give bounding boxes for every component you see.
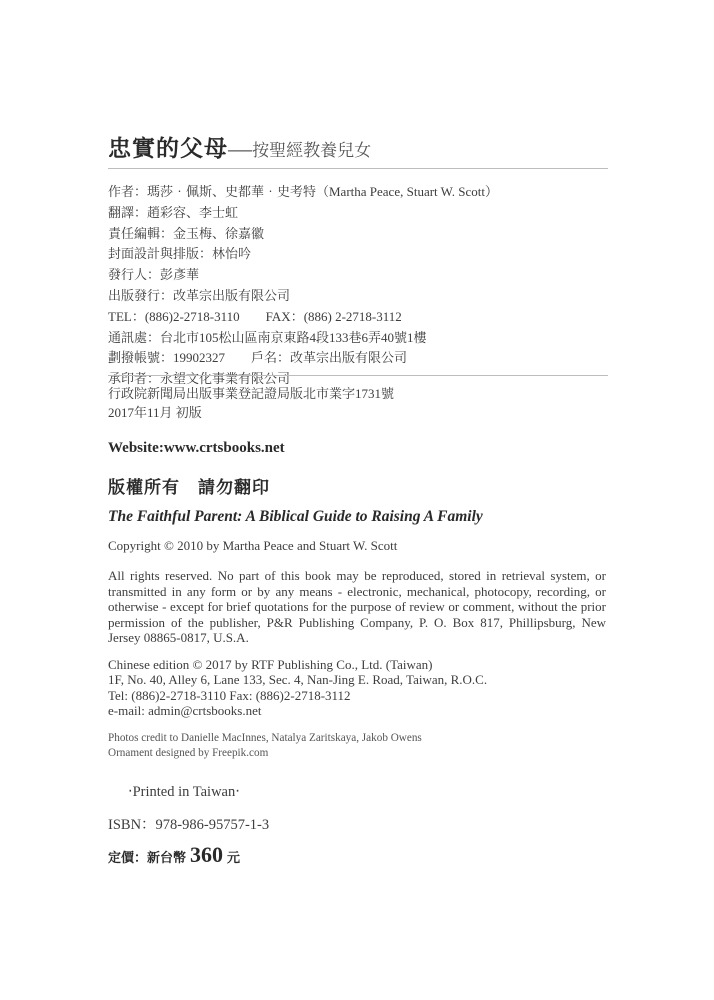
price-unit: 元 [227, 850, 241, 865]
credit-account: 劃撥帳號：19902327 戶名：改革宗出版有限公司 [108, 350, 408, 366]
printed-in-line: ‧Printed in Taiwan‧ [128, 784, 240, 800]
chinese-edition-phone: Tel: (886)2-2718-3110 Fax: (886)2-2718-3112 [108, 687, 351, 703]
website-line: Website:www.crtsbooks.net [108, 440, 285, 456]
chinese-edition-address: 1F, No. 40, Alley 6, Lane 133, Sec. 4, Nan-Jing E. Road, Taiwan, R.O.C. [108, 672, 488, 688]
chinese-edition-block [108, 657, 487, 718]
rights-text: All rights reserved. No part of this book may be reproduced, stored in retrieval system, or transmitted in any form or by any means - electronic, mechanical, photocopy, recording, or otherwise - except for brief quotations for the purpose of review or comment, without the prior permission of the publisher, P&R Publishing Company, P. O. Box 817, Phillipsburg, New Jersey 08865-0817, U.S.A. [108, 568, 606, 646]
credit-translator: 翻譯：趙彩容、李士虹 [108, 204, 239, 220]
credit-phone-fax: TEL：(886)2-2718-3110 FAX：(886) 2-2718-3112 [108, 308, 402, 324]
price-line [108, 842, 240, 868]
credit-designer: 封面設計與排版：林怡吟 [108, 246, 252, 262]
rights-paragraph [108, 568, 606, 646]
credit-author: 作者：瑪莎‧佩斯、史都華‧史考特（Martha Peace, Stuart W. Scott） [108, 184, 498, 199]
ornament-credit-line: Ornament designed by Freepik.com [108, 746, 269, 759]
credit-publisher: 出版發行：改革宗出版有限公司 [108, 287, 291, 303]
credit-printer: 承印者：永望文化事業有限公司 [108, 371, 291, 387]
isbn-line: ISBN：978-986-95757-1-3 [108, 817, 270, 833]
book-title-subtitle: ──按聖經教養兒女 [228, 141, 372, 160]
credit-publisher-person: 發行人：彭彥華 [108, 267, 200, 283]
credits-block [108, 182, 498, 390]
price-label: 定價：新台幣 [108, 850, 187, 865]
divider-top [108, 168, 608, 169]
registration-block [108, 384, 394, 422]
english-title: The Faithful Parent: A Biblical Guide to Raising A Family [108, 508, 483, 525]
credit-address: 通訊處：台北市105松山區南京東路4段133巷6弄40號1樓 [108, 329, 427, 345]
chinese-edition-line: Chinese edition © 2017 by RTF Publishing Co., Ltd. (Taiwan) [108, 657, 433, 672]
photo-credits [108, 731, 422, 760]
price-amount: 360 [190, 842, 224, 867]
photo-credit-line: Photos credit to Danielle MacInnes, Natalya Zaritskaya, Jakob Owens [108, 732, 422, 744]
credit-editor: 責任編輯：金玉梅、徐嘉徽 [108, 225, 265, 241]
copyright-notice-cn: 版權所有 請勿翻印 [108, 478, 270, 497]
divider-middle [108, 375, 608, 376]
book-title [108, 130, 371, 163]
registration-edition: 2017年11月 初版 [108, 405, 202, 420]
english-copyright: Copyright © 2010 by Martha Peace and Stuart W. Scott [108, 538, 398, 553]
registration-license: 行政院新聞局出版事業登記證局版北市業字1731號 [108, 386, 395, 401]
chinese-edition-email: e-mail: admin@crtsbooks.net [108, 702, 262, 718]
book-title-main: 忠實的父母 [108, 136, 228, 161]
